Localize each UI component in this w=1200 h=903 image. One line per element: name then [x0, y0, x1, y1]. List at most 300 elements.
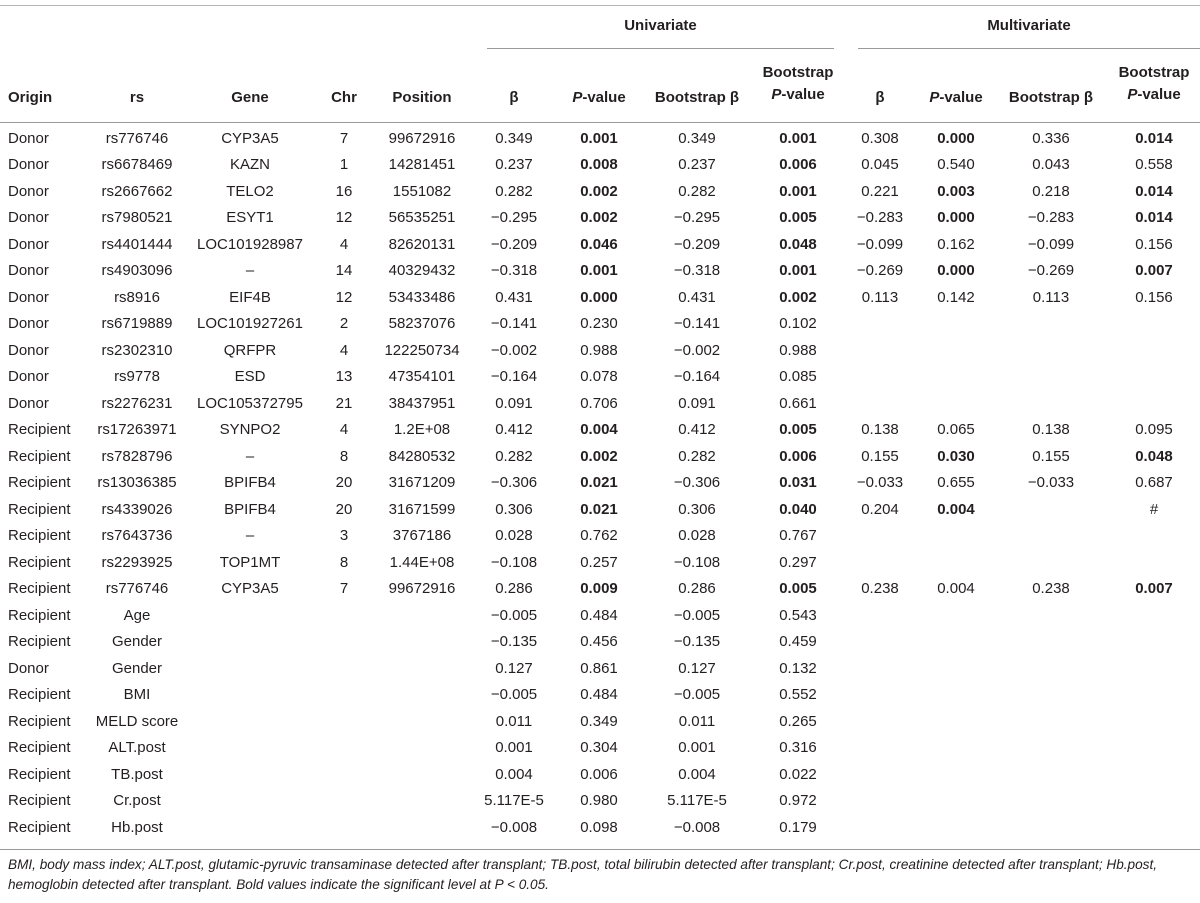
table-row [0, 205, 1200, 232]
cell-univariate-bootstrap-beta: −0.005 [673, 606, 721, 624]
cell-origin: Donor [8, 288, 49, 306]
cell-univariate-beta: −0.002 [490, 341, 538, 359]
cell-gene: TOP1MT [219, 553, 281, 571]
cell-origin: Donor [8, 394, 49, 412]
cell-gene: QRFPR [223, 341, 277, 359]
cell-multivariate-p [918, 549, 994, 576]
cell-univariate-beta: −0.295 [490, 209, 538, 227]
cell-chr [314, 682, 374, 709]
cell-multivariate-bootstrap-p: 0.156 [1135, 288, 1173, 306]
cell-univariate-beta: 0.004 [495, 765, 533, 783]
cell-gene: TELO2 [226, 182, 274, 200]
cell-univariate-beta: −0.141 [490, 315, 538, 333]
cell-univariate-bootstrap-p: 0.316 [779, 739, 817, 757]
col-header-multivariate-beta: β [875, 89, 885, 106]
cell-multivariate-p [918, 337, 994, 364]
cell-univariate-bootstrap-p: 0.005 [779, 209, 817, 227]
cell-univariate-p: 0.000 [580, 288, 618, 306]
cell-chr: 12 [335, 288, 353, 306]
cell-univariate-beta: 0.431 [495, 288, 533, 306]
cell-multivariate-beta: −0.269 [856, 262, 904, 280]
cell-univariate-bootstrap-p: 0.661 [779, 394, 817, 412]
cell-univariate-bootstrap-beta: −0.108 [673, 553, 721, 571]
cell-multivariate-bootstrap-beta: −0.283 [1027, 209, 1075, 227]
cell-multivariate-p: 0.655 [937, 474, 975, 492]
cell-origin: Recipient [8, 527, 71, 545]
cell-gene [186, 788, 314, 815]
cell-multivariate-bootstrap-beta [994, 523, 1108, 550]
cell-univariate-p: 0.006 [580, 765, 618, 783]
cell-multivariate-p: 0.000 [937, 129, 975, 147]
cell-univariate-p: 0.002 [580, 182, 618, 200]
cell-multivariate-bootstrap-p: 0.048 [1135, 447, 1173, 465]
cell-position: 82620131 [388, 235, 456, 253]
cell-univariate-bootstrap-beta: 0.028 [678, 527, 716, 545]
bottom-rule [0, 849, 1200, 850]
table-row [0, 231, 1200, 258]
cell-multivariate-beta [842, 390, 918, 417]
cell-gene [186, 629, 314, 656]
cell-univariate-bootstrap-beta: −0.008 [673, 818, 721, 836]
cell-univariate-bootstrap-p: 0.102 [779, 315, 817, 333]
cell-multivariate-bootstrap-p: 0.687 [1135, 474, 1173, 492]
cell-rs: rs2293925 [101, 553, 173, 571]
cell-multivariate-p [918, 311, 994, 338]
cell-multivariate-bootstrap-p: 0.014 [1135, 182, 1173, 200]
cell-multivariate-beta [842, 364, 918, 391]
cell-multivariate-p [918, 708, 994, 735]
table-footnote: BMI, body mass index; ALT.post, glutamic-pyruvic transaminase detected after transplant; TB.post, total bilirubin detected after transplant; Cr.post, creatinine detected after transplant; Hb.post, hemoglobin detected after transplant. Bold values indicate the significant level at P < 0.05. [8, 857, 1158, 892]
col-header-univariate-bootstrap-p: Bootstrap P-value [762, 64, 834, 103]
cell-origin: Donor [8, 262, 49, 280]
cell-univariate-beta: −0.209 [490, 235, 538, 253]
cell-multivariate-bootstrap-beta: 0.218 [1032, 182, 1070, 200]
cell-position: 31671599 [388, 500, 456, 518]
cell-univariate-beta: 0.091 [495, 394, 533, 412]
cell-position: 14281451 [388, 156, 456, 174]
cell-multivariate-bootstrap-p: 0.007 [1135, 580, 1173, 598]
cell-univariate-bootstrap-beta: 0.412 [678, 421, 716, 439]
cell-univariate-p: 0.762 [580, 527, 618, 545]
cell-multivariate-bootstrap-p: 0.014 [1135, 209, 1173, 227]
cell-rs: rs776746 [105, 580, 169, 598]
cell-univariate-bootstrap-beta: 0.011 [678, 712, 716, 730]
cell-multivariate-beta: 0.155 [861, 447, 899, 465]
cell-rs: Age [123, 606, 151, 624]
cell-position: 1551082 [392, 182, 452, 200]
cell-univariate-p: 0.988 [580, 341, 618, 359]
cell-multivariate-beta: 0.113 [861, 288, 899, 306]
cell-univariate-bootstrap-p: 0.005 [779, 580, 817, 598]
cell-position: 1.44E+08 [389, 553, 455, 571]
table-row [0, 576, 1200, 603]
cell-univariate-bootstrap-beta: −0.135 [673, 633, 721, 651]
cell-chr: 1 [339, 156, 349, 174]
cell-multivariate-bootstrap-beta [994, 496, 1108, 523]
cell-multivariate-bootstrap-beta: −0.269 [1027, 262, 1075, 280]
cell-origin: Recipient [8, 712, 71, 730]
cell-multivariate-bootstrap-p [1108, 311, 1200, 338]
cell-chr: 8 [339, 447, 349, 465]
cell-univariate-p: 0.078 [580, 368, 618, 386]
cell-position: 58237076 [388, 315, 456, 333]
cell-univariate-bootstrap-p: 0.543 [779, 606, 817, 624]
cell-univariate-p: 0.002 [580, 209, 618, 227]
table-row [0, 788, 1200, 815]
cell-multivariate-p [918, 761, 994, 788]
cell-position: 56535251 [388, 209, 456, 227]
col-header-multivariate-bootstrap-beta: Bootstrap β [1008, 89, 1094, 106]
cell-univariate-bootstrap-p: 0.001 [779, 129, 817, 147]
cell-origin: Recipient [8, 421, 71, 439]
cell-multivariate-bootstrap-beta: 0.238 [1032, 580, 1070, 598]
cell-chr: 7 [339, 580, 349, 598]
cell-multivariate-bootstrap-beta [994, 364, 1108, 391]
cell-chr [314, 708, 374, 735]
cell-univariate-p: 0.008 [580, 156, 618, 174]
cell-gene [186, 602, 314, 629]
cell-multivariate-bootstrap-p [1108, 655, 1200, 682]
cell-univariate-beta: 0.412 [495, 421, 533, 439]
cell-rs: rs6678469 [101, 156, 173, 174]
cell-univariate-bootstrap-p: 0.002 [779, 288, 817, 306]
cell-univariate-p: 0.001 [580, 262, 618, 280]
cell-multivariate-p: 0.000 [937, 209, 975, 227]
cell-multivariate-bootstrap-beta [994, 337, 1108, 364]
cell-chr [314, 655, 374, 682]
cell-multivariate-beta [842, 735, 918, 762]
cell-position: 3767186 [392, 527, 452, 545]
cell-multivariate-p: 0.004 [937, 580, 975, 598]
group-header-multivariate: Multivariate [987, 17, 1071, 34]
cell-origin: Recipient [8, 633, 71, 651]
cell-multivariate-beta [842, 761, 918, 788]
cell-gene: LOC101928987 [197, 235, 303, 253]
cell-chr: 7 [339, 129, 349, 147]
header-rule [0, 122, 1200, 123]
cell-multivariate-p [918, 788, 994, 815]
cell-univariate-bootstrap-p: 0.988 [779, 341, 817, 359]
cell-univariate-beta: 0.001 [495, 739, 533, 757]
cell-univariate-bootstrap-p: 0.552 [779, 686, 817, 704]
cell-univariate-bootstrap-p: 0.022 [779, 765, 817, 783]
cell-multivariate-p [918, 655, 994, 682]
cell-univariate-bootstrap-beta: 0.286 [678, 580, 716, 598]
cell-gene [186, 708, 314, 735]
table-row [0, 284, 1200, 311]
cell-gene [186, 735, 314, 762]
cell-multivariate-bootstrap-beta [994, 602, 1108, 629]
cell-position [374, 708, 470, 735]
cell-origin: Recipient [8, 447, 71, 465]
cell-multivariate-bootstrap-p [1108, 523, 1200, 550]
table-row [0, 814, 1200, 841]
cell-univariate-bootstrap-beta: −0.005 [673, 686, 721, 704]
cell-univariate-bootstrap-p: 0.297 [779, 553, 817, 571]
cell-univariate-beta: 0.237 [495, 156, 533, 174]
cell-univariate-beta: −0.108 [490, 553, 538, 571]
cell-univariate-beta: 0.282 [495, 447, 533, 465]
cell-univariate-bootstrap-p: 0.265 [779, 712, 817, 730]
cell-univariate-p: 0.706 [580, 394, 618, 412]
cell-univariate-bootstrap-p: 0.459 [779, 633, 817, 651]
cell-multivariate-beta: −0.283 [856, 209, 904, 227]
cell-origin: Donor [8, 129, 49, 147]
cell-origin: Recipient [8, 500, 71, 518]
cell-univariate-p: 0.002 [580, 447, 618, 465]
cell-gene: ESYT1 [226, 209, 274, 227]
univariate-rule [487, 48, 834, 49]
cell-rs: rs2276231 [101, 394, 173, 412]
cell-rs: Gender [111, 659, 163, 677]
cell-multivariate-bootstrap-beta [994, 629, 1108, 656]
cell-univariate-beta: 0.127 [495, 659, 533, 677]
cell-univariate-bootstrap-beta: 0.282 [678, 447, 716, 465]
cell-position [374, 655, 470, 682]
cell-multivariate-bootstrap-p: 0.558 [1135, 156, 1173, 174]
cell-multivariate-beta: −0.099 [856, 235, 904, 253]
cell-univariate-bootstrap-beta: 5.117E-5 [667, 792, 727, 810]
table-row [0, 443, 1200, 470]
cell-chr: 3 [339, 527, 349, 545]
cell-univariate-p: 0.484 [580, 686, 618, 704]
cell-multivariate-bootstrap-p [1108, 682, 1200, 709]
col-header-gene: Gene [231, 89, 269, 106]
cell-rs: Gender [111, 633, 163, 651]
cell-multivariate-bootstrap-beta: 0.113 [1032, 288, 1070, 306]
cell-gene: SYNPO2 [219, 421, 281, 439]
cell-multivariate-bootstrap-p [1108, 735, 1200, 762]
cell-position [374, 788, 470, 815]
cell-multivariate-bootstrap-p [1108, 629, 1200, 656]
cell-multivariate-bootstrap-p [1108, 814, 1200, 841]
table-row [0, 708, 1200, 735]
cell-univariate-p: 0.009 [580, 580, 618, 598]
cell-multivariate-bootstrap-beta [994, 682, 1108, 709]
cell-multivariate-bootstrap-beta [994, 390, 1108, 417]
table-row [0, 178, 1200, 205]
cell-multivariate-p [918, 364, 994, 391]
cell-origin: Donor [8, 156, 49, 174]
cell-origin: Donor [8, 209, 49, 227]
cell-multivariate-beta: 0.138 [861, 421, 899, 439]
cell-multivariate-beta: 0.238 [861, 580, 899, 598]
table-row [0, 629, 1200, 656]
cell-rs: rs7828796 [101, 447, 173, 465]
cell-multivariate-beta [842, 682, 918, 709]
cell-multivariate-bootstrap-beta [994, 814, 1108, 841]
cell-position [374, 814, 470, 841]
cell-univariate-bootstrap-beta: 0.306 [678, 500, 716, 518]
cell-univariate-p: 0.980 [580, 792, 618, 810]
cell-multivariate-p: 0.540 [937, 156, 975, 174]
cell-gene: – [245, 527, 255, 545]
cell-gene: LOC105372795 [197, 394, 303, 412]
cell-multivariate-bootstrap-beta: −0.099 [1027, 235, 1075, 253]
top-rule [0, 5, 1200, 6]
table-row [0, 311, 1200, 338]
cell-multivariate-p: 0.000 [937, 262, 975, 280]
cell-chr [314, 735, 374, 762]
cell-univariate-beta: 0.011 [495, 712, 533, 730]
cell-multivariate-beta [842, 655, 918, 682]
cell-univariate-beta: 0.306 [495, 500, 533, 518]
cell-multivariate-bootstrap-beta: 0.138 [1032, 421, 1070, 439]
cell-univariate-bootstrap-p: 0.031 [779, 474, 817, 492]
col-header-univariate-p: P-value [572, 89, 626, 106]
cell-univariate-p: 0.021 [580, 474, 618, 492]
cell-chr: 12 [335, 209, 353, 227]
cell-univariate-bootstrap-p: 0.006 [779, 447, 817, 465]
cell-multivariate-beta [842, 708, 918, 735]
cell-multivariate-p: 0.142 [937, 288, 975, 306]
table-row [0, 523, 1200, 550]
cell-multivariate-beta: 0.045 [861, 156, 899, 174]
cell-origin: Donor [8, 368, 49, 386]
cell-position: 99672916 [388, 129, 456, 147]
cell-univariate-bootstrap-beta: 0.349 [678, 129, 716, 147]
cell-multivariate-bootstrap-beta [994, 655, 1108, 682]
cell-origin: Recipient [8, 792, 71, 810]
cell-univariate-bootstrap-beta: −0.209 [673, 235, 721, 253]
cell-univariate-p: 0.484 [580, 606, 618, 624]
cell-multivariate-beta [842, 629, 918, 656]
cell-rs: rs9778 [114, 368, 160, 386]
cell-origin: Recipient [8, 686, 71, 704]
cell-multivariate-bootstrap-p [1108, 549, 1200, 576]
table-row [0, 549, 1200, 576]
cell-rs: rs7643736 [101, 527, 173, 545]
cell-gene: CYP3A5 [221, 580, 279, 598]
cell-univariate-bootstrap-p: 0.001 [779, 182, 817, 200]
cell-univariate-bootstrap-p: 0.006 [779, 156, 817, 174]
cell-multivariate-bootstrap-beta [994, 708, 1108, 735]
cell-rs: TB.post [111, 765, 163, 783]
cell-chr: 2 [339, 315, 349, 333]
cell-gene: LOC101927261 [197, 315, 303, 333]
cell-univariate-bootstrap-p: 0.005 [779, 421, 817, 439]
cell-univariate-beta: 0.282 [495, 182, 533, 200]
col-header-position: Position [392, 89, 452, 106]
table-row [0, 337, 1200, 364]
cell-chr: 13 [335, 368, 353, 386]
group-header-univariate: Univariate [624, 17, 697, 34]
cell-multivariate-bootstrap-p [1108, 761, 1200, 788]
cell-multivariate-bootstrap-p [1108, 602, 1200, 629]
cell-univariate-bootstrap-p: 0.972 [779, 792, 817, 810]
table-row [0, 470, 1200, 497]
cell-gene [186, 814, 314, 841]
cell-univariate-p: 0.046 [580, 235, 618, 253]
cell-univariate-bootstrap-beta: 0.282 [678, 182, 716, 200]
cell-multivariate-p [918, 523, 994, 550]
cell-multivariate-p: 0.004 [937, 500, 975, 518]
cell-rs: rs6719889 [101, 315, 173, 333]
cell-multivariate-bootstrap-p [1108, 788, 1200, 815]
cell-chr: 20 [335, 500, 353, 518]
cell-univariate-bootstrap-p: 0.179 [779, 818, 817, 836]
cell-origin: Recipient [8, 580, 71, 598]
cell-gene: – [245, 447, 255, 465]
cell-multivariate-beta: 0.221 [861, 182, 899, 200]
cell-multivariate-beta: −0.033 [856, 474, 904, 492]
cell-univariate-bootstrap-p: 0.048 [779, 235, 817, 253]
cell-multivariate-bootstrap-beta [994, 735, 1108, 762]
cell-multivariate-p [918, 602, 994, 629]
cell-rs: rs13036385 [97, 474, 177, 492]
cell-rs: MELD score [95, 712, 179, 730]
col-header-chr: Chr [331, 89, 357, 106]
col-header-univariate-beta: β [509, 89, 519, 106]
col-header-origin: Origin [8, 89, 53, 106]
cell-position [374, 682, 470, 709]
cell-multivariate-p [918, 629, 994, 656]
table-row [0, 258, 1200, 285]
cell-rs: BMI [123, 686, 151, 704]
cell-chr [314, 602, 374, 629]
col-header-multivariate-p: P-value [929, 89, 983, 106]
cell-univariate-p: 0.004 [580, 421, 618, 439]
cell-univariate-beta: −0.318 [490, 262, 538, 280]
table-row [0, 682, 1200, 709]
cell-position: 47354101 [388, 368, 456, 386]
cell-multivariate-bootstrap-p [1108, 708, 1200, 735]
cell-multivariate-bootstrap-p: 0.156 [1135, 235, 1173, 253]
cell-rs: rs2302310 [101, 341, 173, 359]
cell-gene [186, 655, 314, 682]
cell-multivariate-bootstrap-p [1108, 364, 1200, 391]
cell-univariate-p: 0.021 [580, 500, 618, 518]
cell-multivariate-beta [842, 788, 918, 815]
cell-position: 40329432 [388, 262, 456, 280]
cell-gene: KAZN [229, 156, 270, 174]
cell-univariate-beta: −0.005 [490, 606, 538, 624]
cell-position [374, 602, 470, 629]
table-row [0, 761, 1200, 788]
cell-position: 122250734 [384, 341, 460, 359]
table-row [0, 125, 1200, 152]
cell-univariate-beta: −0.005 [490, 686, 538, 704]
cell-univariate-beta: −0.008 [490, 818, 538, 836]
cell-univariate-bootstrap-beta: 0.237 [678, 156, 716, 174]
cell-rs: rs4401444 [101, 235, 173, 253]
cell-gene: BPIFB4 [224, 500, 276, 518]
cell-origin: Donor [8, 235, 49, 253]
cell-univariate-bootstrap-p: 0.085 [779, 368, 817, 386]
cell-origin: Recipient [8, 606, 71, 624]
cell-origin: Recipient [8, 818, 71, 836]
cell-origin: Donor [8, 659, 49, 677]
cell-chr: 21 [335, 394, 353, 412]
cell-multivariate-beta [842, 523, 918, 550]
cell-multivariate-p [918, 390, 994, 417]
cell-position: 38437951 [388, 394, 456, 412]
cell-multivariate-beta [842, 311, 918, 338]
cell-origin: Donor [8, 341, 49, 359]
cell-rs: rs4903096 [101, 262, 173, 280]
cell-univariate-beta: −0.164 [490, 368, 538, 386]
cell-rs: Hb.post [111, 818, 163, 836]
cell-multivariate-bootstrap-beta [994, 311, 1108, 338]
cell-rs: rs7980521 [101, 209, 173, 227]
cell-multivariate-bootstrap-beta: −0.033 [1027, 474, 1075, 492]
cell-multivariate-beta [842, 602, 918, 629]
cell-position: 31671209 [388, 474, 456, 492]
cell-rs: ALT.post [108, 739, 166, 757]
cell-multivariate-bootstrap-beta: 0.043 [1032, 156, 1070, 174]
cell-chr: 20 [335, 474, 353, 492]
cell-multivariate-bootstrap-p [1108, 390, 1200, 417]
